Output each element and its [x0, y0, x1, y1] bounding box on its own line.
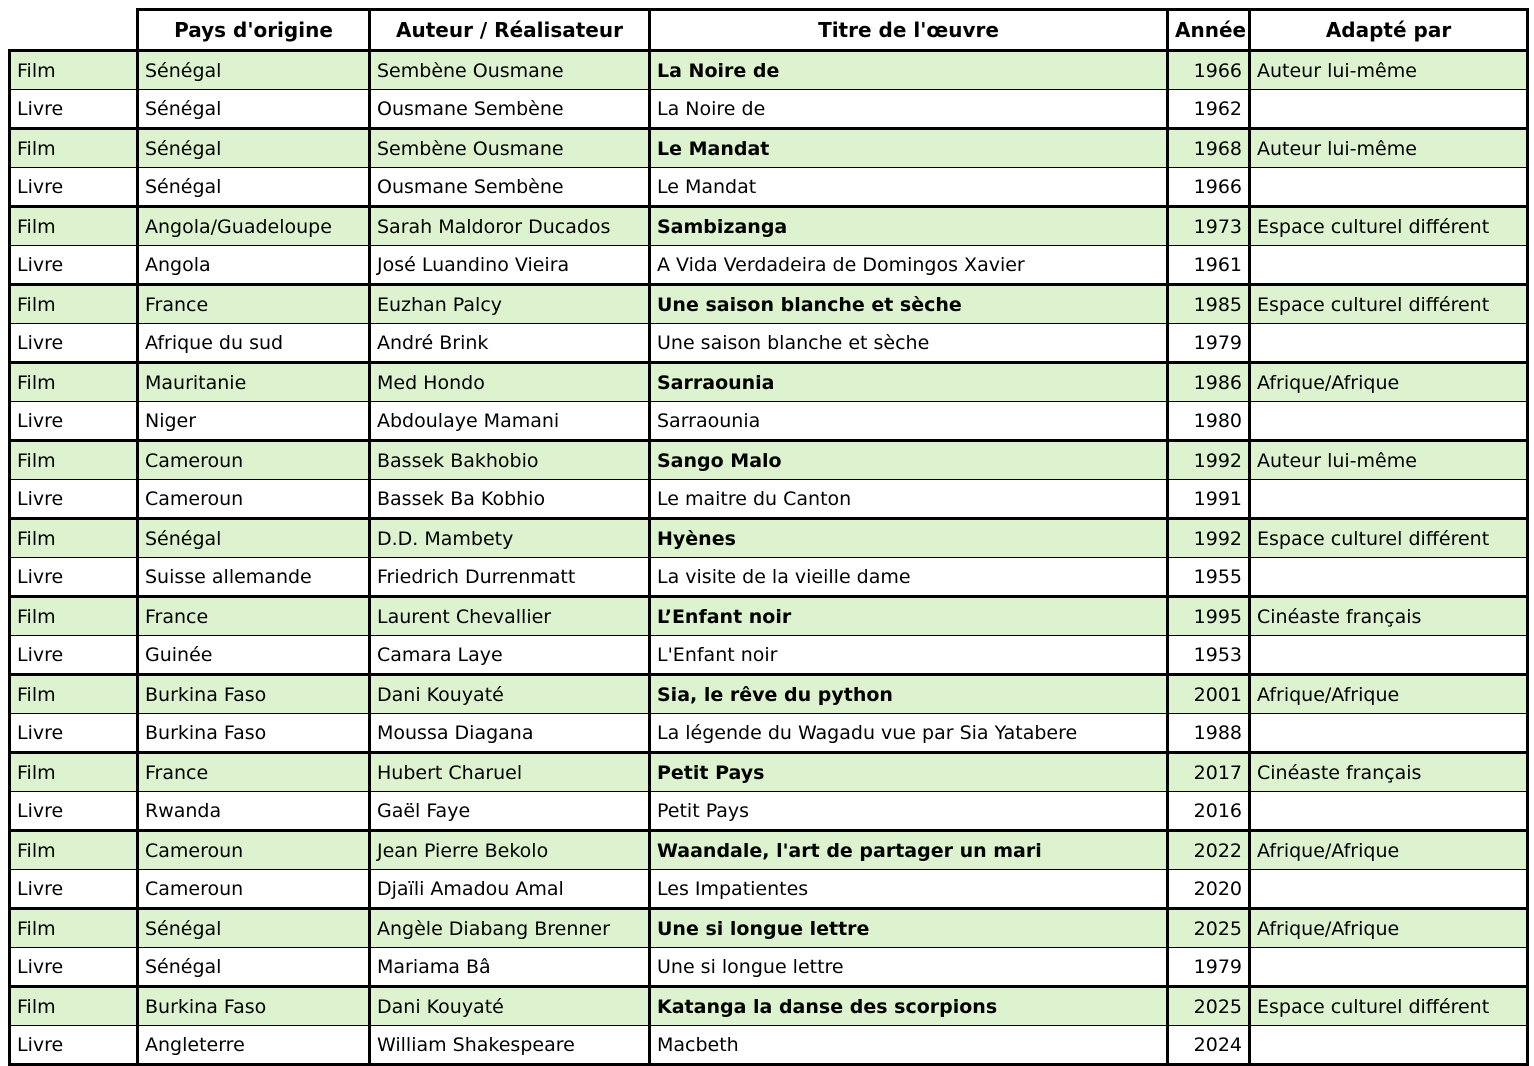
cell-pays: Cameroun [138, 480, 370, 519]
cell-adapte [1250, 1026, 1528, 1065]
column-header-pays: Pays d'origine [138, 10, 370, 51]
cell-annee: 1953 [1168, 636, 1250, 675]
cell-titre: Le Mandat [650, 129, 1168, 168]
cell-titre: L'Enfant noir [650, 636, 1168, 675]
cell-titre: La visite de la vieille dame [650, 558, 1168, 597]
table-row [10, 792, 1528, 831]
cell-titre: A Vida Verdadeira de Domingos Xavier [650, 246, 1168, 285]
cell-annee: 1979 [1168, 948, 1250, 987]
cell-adapte: Afrique/Afrique [1250, 675, 1528, 714]
column-header-auteur: Auteur / Réalisateur [370, 10, 650, 51]
column-header-titre: Titre de l'œuvre [650, 10, 1168, 51]
cell-annee: 2025 [1168, 909, 1250, 948]
cell-adapte [1250, 948, 1528, 987]
cell-auteur: Bassek Ba Kobhio [370, 480, 650, 519]
table-row [10, 285, 1528, 324]
cell-annee: 1973 [1168, 207, 1250, 246]
cell-pays: Cameroun [138, 870, 370, 909]
cell-type: Film [10, 597, 138, 636]
table-row [10, 558, 1528, 597]
column-header-annee: Année [1168, 10, 1250, 51]
table-row [10, 207, 1528, 246]
cell-adapte [1250, 558, 1528, 597]
cell-type: Livre [10, 246, 138, 285]
cell-type: Livre [10, 402, 138, 441]
table-body [10, 51, 1528, 1065]
table-row [10, 753, 1528, 792]
cell-pays: Sénégal [138, 168, 370, 207]
table-row [10, 987, 1528, 1026]
cell-titre: L’Enfant noir [650, 597, 1168, 636]
table-row [10, 597, 1528, 636]
cell-pays: Niger [138, 402, 370, 441]
cell-annee: 2017 [1168, 753, 1250, 792]
cell-annee: 1988 [1168, 714, 1250, 753]
header-row [10, 10, 1528, 51]
cell-auteur: Sembène Ousmane [370, 129, 650, 168]
cell-auteur: Ousmane Sembène [370, 168, 650, 207]
cell-auteur: Sembène Ousmane [370, 51, 650, 90]
table-row [10, 324, 1528, 363]
cell-titre: Les Impatientes [650, 870, 1168, 909]
cell-annee: 1986 [1168, 363, 1250, 402]
cell-adapte [1250, 714, 1528, 753]
cell-type: Film [10, 207, 138, 246]
cell-titre: La Noire de [650, 51, 1168, 90]
cell-pays: Cameroun [138, 441, 370, 480]
cell-titre: La Noire de [650, 90, 1168, 129]
cell-titre: Sia, le rêve du python [650, 675, 1168, 714]
cell-type: Film [10, 831, 138, 870]
cell-pays: Guinée [138, 636, 370, 675]
cell-type: Film [10, 51, 138, 90]
column-header-adapte: Adapté par [1250, 10, 1528, 51]
cell-titre: Sango Malo [650, 441, 1168, 480]
cell-annee: 1985 [1168, 285, 1250, 324]
cell-pays: Suisse allemande [138, 558, 370, 597]
cell-type: Film [10, 129, 138, 168]
table-row [10, 441, 1528, 480]
cell-adapte [1250, 870, 1528, 909]
cell-auteur: José Luandino Vieira [370, 246, 650, 285]
cell-annee: 2001 [1168, 675, 1250, 714]
cell-adapte: Afrique/Afrique [1250, 363, 1528, 402]
cell-titre: Petit Pays [650, 753, 1168, 792]
cell-pays: France [138, 285, 370, 324]
cell-annee: 2022 [1168, 831, 1250, 870]
cell-annee: 1955 [1168, 558, 1250, 597]
cell-auteur: Laurent Chevallier [370, 597, 650, 636]
cell-auteur: Jean Pierre Bekolo [370, 831, 650, 870]
cell-type: Film [10, 675, 138, 714]
cell-adapte: Espace culturel différent [1250, 207, 1528, 246]
cell-pays: Sénégal [138, 90, 370, 129]
cell-adapte [1250, 246, 1528, 285]
cell-adapte [1250, 402, 1528, 441]
cell-titre: Une si longue lettre [650, 948, 1168, 987]
cell-titre: Waandale, l'art de partager un mari [650, 831, 1168, 870]
table-row [10, 948, 1528, 987]
table-row [10, 636, 1528, 675]
cell-auteur: Sarah Maldoror Ducados [370, 207, 650, 246]
table-row [10, 51, 1528, 90]
table-row [10, 870, 1528, 909]
cell-titre: Sarraounia [650, 402, 1168, 441]
cell-type: Livre [10, 168, 138, 207]
cell-pays: Sénégal [138, 51, 370, 90]
cell-type: Film [10, 909, 138, 948]
cell-titre: Hyènes [650, 519, 1168, 558]
cell-auteur: Moussa Diagana [370, 714, 650, 753]
cell-auteur: Abdoulaye Mamani [370, 402, 650, 441]
cell-pays: France [138, 597, 370, 636]
table-row [10, 1026, 1528, 1065]
cell-type: Livre [10, 558, 138, 597]
table-row [10, 519, 1528, 558]
table-row [10, 246, 1528, 285]
cell-auteur: D.D. Mambety [370, 519, 650, 558]
cell-titre: La légende du Wagadu vue par Sia Yatabere [650, 714, 1168, 753]
cell-type: Livre [10, 870, 138, 909]
cell-adapte [1250, 636, 1528, 675]
cell-adapte: Auteur lui-même [1250, 441, 1528, 480]
cell-titre: Katanga la danse des scorpions [650, 987, 1168, 1026]
cell-adapte [1250, 168, 1528, 207]
cell-pays: Sénégal [138, 909, 370, 948]
cell-type: Film [10, 441, 138, 480]
cell-pays: Sénégal [138, 519, 370, 558]
cell-titre: Sambizanga [650, 207, 1168, 246]
cell-titre: Petit Pays [650, 792, 1168, 831]
cell-pays: Burkina Faso [138, 714, 370, 753]
cell-type: Film [10, 285, 138, 324]
table-row [10, 90, 1528, 129]
cell-auteur: Ousmane Sembène [370, 90, 650, 129]
cell-adapte: Afrique/Afrique [1250, 909, 1528, 948]
cell-pays: Angleterre [138, 1026, 370, 1065]
table-row [10, 480, 1528, 519]
cell-annee: 2020 [1168, 870, 1250, 909]
cell-auteur: Camara Laye [370, 636, 650, 675]
table-row [10, 363, 1528, 402]
cell-auteur: Bassek Bakhobio [370, 441, 650, 480]
cell-type: Film [10, 519, 138, 558]
cell-type: Livre [10, 90, 138, 129]
cell-auteur: William Shakespeare [370, 1026, 650, 1065]
cell-titre: Le Mandat [650, 168, 1168, 207]
cell-annee: 2025 [1168, 987, 1250, 1026]
column-header-type [10, 10, 138, 51]
cell-adapte: Auteur lui-même [1250, 51, 1528, 90]
adaptations-table [8, 8, 1529, 1066]
cell-auteur: Angèle Diabang Brenner [370, 909, 650, 948]
cell-pays: Afrique du sud [138, 324, 370, 363]
cell-pays: Sénégal [138, 948, 370, 987]
cell-titre: Une saison blanche et sèche [650, 285, 1168, 324]
cell-pays: Angola/Guadeloupe [138, 207, 370, 246]
cell-auteur: Mariama Bâ [370, 948, 650, 987]
cell-annee: 1979 [1168, 324, 1250, 363]
cell-adapte: Afrique/Afrique [1250, 831, 1528, 870]
cell-pays: Cameroun [138, 831, 370, 870]
cell-annee: 1962 [1168, 90, 1250, 129]
cell-type: Livre [10, 324, 138, 363]
table-row [10, 714, 1528, 753]
cell-pays: Mauritanie [138, 363, 370, 402]
table-header [10, 10, 1528, 51]
cell-adapte: Auteur lui-même [1250, 129, 1528, 168]
cell-titre: Macbeth [650, 1026, 1168, 1065]
table-row [10, 402, 1528, 441]
table-row [10, 909, 1528, 948]
cell-auteur: Hubert Charuel [370, 753, 650, 792]
cell-auteur: Dani Kouyaté [370, 675, 650, 714]
cell-annee: 1980 [1168, 402, 1250, 441]
cell-pays: France [138, 753, 370, 792]
cell-annee: 1961 [1168, 246, 1250, 285]
cell-adapte [1250, 480, 1528, 519]
cell-pays: Angola [138, 246, 370, 285]
cell-annee: 1992 [1168, 441, 1250, 480]
cell-adapte [1250, 792, 1528, 831]
cell-adapte: Espace culturel différent [1250, 987, 1528, 1026]
cell-adapte: Espace culturel différent [1250, 519, 1528, 558]
cell-titre: Le maitre du Canton [650, 480, 1168, 519]
table-row [10, 831, 1528, 870]
cell-pays: Sénégal [138, 129, 370, 168]
cell-type: Livre [10, 480, 138, 519]
cell-titre: Sarraounia [650, 363, 1168, 402]
cell-pays: Burkina Faso [138, 987, 370, 1026]
cell-pays: Burkina Faso [138, 675, 370, 714]
cell-type: Film [10, 363, 138, 402]
cell-adapte: Cinéaste français [1250, 753, 1528, 792]
cell-adapte [1250, 90, 1528, 129]
cell-adapte: Cinéaste français [1250, 597, 1528, 636]
cell-auteur: Friedrich Durrenmatt [370, 558, 650, 597]
table-row [10, 129, 1528, 168]
cell-auteur: Gaël Faye [370, 792, 650, 831]
cell-type: Livre [10, 948, 138, 987]
cell-auteur: Med Hondo [370, 363, 650, 402]
cell-type: Livre [10, 636, 138, 675]
cell-adapte: Espace culturel différent [1250, 285, 1528, 324]
cell-annee: 1992 [1168, 519, 1250, 558]
table-row [10, 675, 1528, 714]
cell-titre: Une si longue lettre [650, 909, 1168, 948]
cell-pays: Rwanda [138, 792, 370, 831]
cell-auteur: Dani Kouyaté [370, 987, 650, 1026]
cell-annee: 1966 [1168, 168, 1250, 207]
cell-type: Film [10, 987, 138, 1026]
cell-auteur: André Brink [370, 324, 650, 363]
cell-type: Film [10, 753, 138, 792]
cell-type: Livre [10, 1026, 138, 1065]
cell-annee: 1968 [1168, 129, 1250, 168]
cell-auteur: Djaïli Amadou Amal [370, 870, 650, 909]
cell-adapte [1250, 324, 1528, 363]
cell-type: Livre [10, 714, 138, 753]
cell-annee: 2016 [1168, 792, 1250, 831]
cell-annee: 1966 [1168, 51, 1250, 90]
cell-annee: 1995 [1168, 597, 1250, 636]
cell-annee: 2024 [1168, 1026, 1250, 1065]
cell-type: Livre [10, 792, 138, 831]
cell-titre: Une saison blanche et sèche [650, 324, 1168, 363]
cell-annee: 1991 [1168, 480, 1250, 519]
cell-auteur: Euzhan Palcy [370, 285, 650, 324]
table-row [10, 168, 1528, 207]
